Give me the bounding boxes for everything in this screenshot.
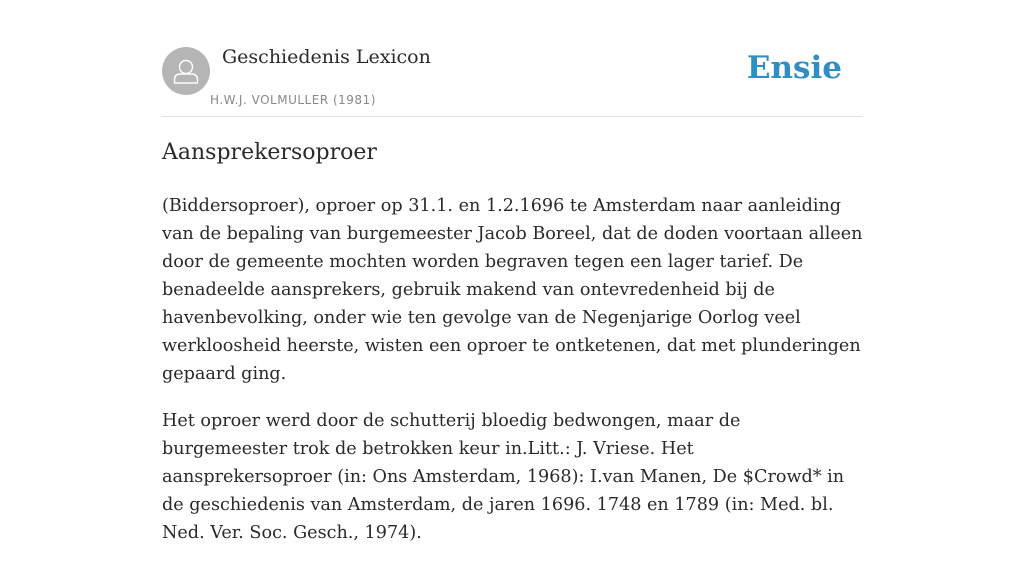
paragraph: (Biddersoproer), oproer op 31.1. en 1.2.1696 te Amsterdam naar aanleiding van de bepaling van burgemeester Jacob Boreel, dat de doden voortaan alleen door de gemeente mochten worden begraven tegen een lager tarief. De benadeelde aansprekers, gebruik makend van ontevredenheid bij de havenbevolking, onder wie ten gevolge van de Negenjarige Oorlog veel werkloosheid heerste, wisten een oproer te ontketenen, dat met plunderingen gepaard ging. bbox=[162, 196, 863, 384]
article-title: Aansprekersoproer bbox=[162, 140, 377, 165]
user-icon bbox=[162, 47, 210, 95]
article-body bbox=[162, 192, 868, 566]
source-title[interactable]: Geschiedenis Lexicon bbox=[222, 46, 431, 68]
brand-logo[interactable]: Ensie bbox=[746, 50, 842, 86]
source-header bbox=[162, 46, 862, 117]
source-author[interactable]: H.W.J. VOLMULLER (1981) bbox=[210, 93, 376, 107]
paragraph: Het oproer werd door de schutterij bloedig bedwongen, maar de burgemeester trok de betrokken keur in.Litt.: J. Vriese. Het aansprekersoproer (in: Ons Amsterdam, 1968): I.van Manen, De $Crowd* in de geschiedenis van Amsterdam, de jaren 1696. 1748 en 1789 (in: Med. bl. Ned. Ver. Soc. Gesch., 1974). bbox=[162, 411, 845, 543]
